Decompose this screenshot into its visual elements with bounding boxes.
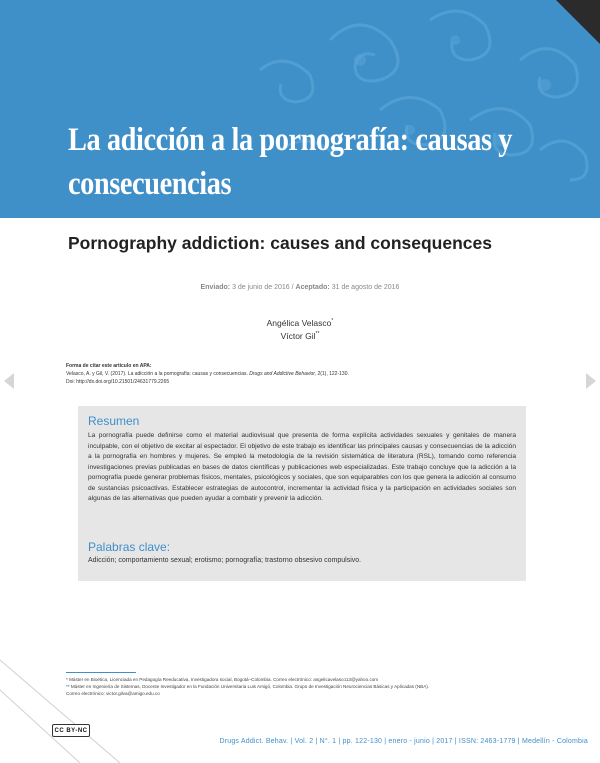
sent-date: 3 de junio de 2016 (232, 284, 290, 291)
corner-accent (556, 0, 600, 44)
accepted-label: Aceptado: (295, 284, 330, 291)
citation-block (66, 362, 536, 386)
abstract-heading: Resumen (88, 414, 140, 428)
author-name: Angélica Velasco (266, 318, 332, 328)
citation-reference: Velasco, A. y Gil, V. (2017). La adicción a la pornografía: causas y consecuencias. Drugs and Addictive Behavior, 2(1), 122-130. (66, 371, 349, 377)
keywords-text: Adicción; comportamiento sexual; erotismo; pornografía; trastorno obsesivo compulsivo. (88, 557, 362, 564)
accepted-date: 31 de agosto de 2016 (331, 284, 400, 291)
author-mark: ** (315, 331, 320, 338)
article-title-es: La adicción a la pornografía: causas y consecuencias (68, 122, 513, 202)
citation-doi[interactable]: Doi: http://dx.doi.org/10.21501/24631779.2265 (66, 379, 170, 385)
footnote-1: * Máster en Bioética, Licenciada en Pedagogía Reeducativa, Investigadora social, Bogotá–Colombia. Correo electrónico: angelicavelasco13@yahoo.com (66, 677, 379, 682)
article-title-en: Pornography addiction: causes and consequences (68, 233, 492, 253)
author-1 (0, 318, 600, 328)
author-name: Víctor Gil (280, 331, 316, 341)
header-banner (0, 0, 600, 218)
footnote-2: ** Máster en Ingeniería de Sistemas, Docente Investigador en la Fundación Universitaria Luis Amigó, Colombia. Grupo de Investigación Neurociencias Básicas y Aplicadas (NBA). (66, 684, 430, 689)
keywords-section (78, 535, 526, 579)
dates-separator: / (291, 284, 294, 291)
sent-label: Enviado: (200, 284, 231, 291)
next-page-icon[interactable] (586, 373, 596, 389)
author-mark: * (331, 318, 334, 325)
abstract-text: La pornografía puede definirse como el material audiovisual que presenta de forma explícita actividades sexuales y genitales de manera inculpable, con el objetivo de excitar al espectador. El objetivo de este trabajo es identificar las principales causas y consecuencias de la adicción a la pornografía en hombres y mujeres. Se empleó la metodología de la revisión sistemática de literatura (RSL), tomando como referencia investigaciones previas publicadas en bases de datos científicas y publicaciones web especializadas. Este trabajo concluye que la adicción a la pornografía puede generar problemas físicos, mentales, psicológicos y sociales, que son equiparables con los que genera la adicción al consumo de sustancias psicoactivas. Establecer estrategias de autocontrol, incrementar la actividad física y la participación en actividades sociales son algunas de las alternativas que pueden ayudar a combatir y prevenir la adicción. (88, 432, 516, 502)
submission-dates (0, 284, 600, 291)
keywords-heading: Palabras clave: (88, 540, 171, 554)
previous-page-icon[interactable] (4, 373, 14, 389)
author-2 (0, 331, 600, 341)
cc-license-icon[interactable]: CC BY-NC (52, 724, 90, 737)
footnote-2-email: Correo electrónico: victor.gilva@amigo.edu.co (66, 691, 160, 696)
journal-footer: Drugs Addict. Behav. | Vol. 2 | N°. 1 | pp. 122-130 | enero - junio | 2017 | ISSN: 2463-1779 | Medellín - Colombia (219, 738, 588, 745)
citation-heading: Forma de citar este artículo en APA: (66, 363, 152, 369)
